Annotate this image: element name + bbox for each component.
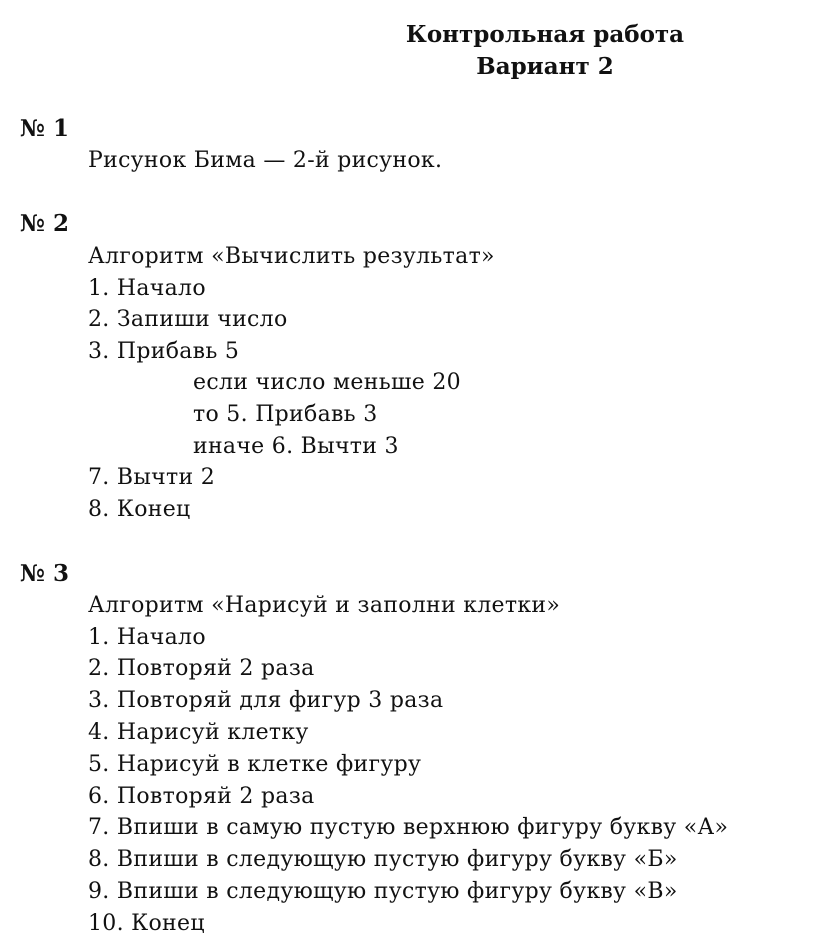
algorithm-step: 1. Начало bbox=[88, 276, 206, 301]
variant-title: Вариант 2 bbox=[476, 53, 614, 80]
algorithm-title: Алгоритм «Вычислить результат» bbox=[88, 244, 495, 269]
algorithm-step: 1. Начало bbox=[88, 625, 206, 650]
task-number: № 1 bbox=[20, 115, 70, 142]
algorithm-step: 10. Конец bbox=[88, 911, 205, 936]
algorithm-condition: иначе 6. Вычти 3 bbox=[193, 434, 399, 459]
algorithm-step: 6. Повторяй 2 раза bbox=[88, 784, 315, 809]
algorithm-step: 3. Повторяй для фигур 3 раза bbox=[88, 688, 444, 713]
task-number: № 2 bbox=[20, 210, 70, 237]
algorithm-step: 4. Нарисуй клетку bbox=[88, 720, 309, 745]
algorithm-step: 2. Повторяй 2 раза bbox=[88, 656, 315, 681]
task-number: № 3 bbox=[20, 560, 70, 587]
algorithm-title: Алгоритм «Нарисуй и заполни клетки» bbox=[88, 593, 561, 618]
algorithm-step: 3. Прибавь 5 bbox=[88, 339, 240, 364]
algorithm-condition: то 5. Прибавь 3 bbox=[193, 402, 378, 427]
algorithm-step: 7. Вычти 2 bbox=[88, 465, 216, 490]
algorithm-step: 2. Запиши число bbox=[88, 307, 288, 332]
algorithm-condition: если число меньше 20 bbox=[193, 370, 461, 395]
algorithm-step: 7. Впиши в самую пустую верхнюю фигуру букву «А» bbox=[88, 815, 729, 840]
algorithm-step: 9. Впиши в следующую пустую фигуру букву «В» bbox=[88, 879, 678, 904]
page-title: Контрольная работа bbox=[405, 21, 685, 48]
algorithm-step: 5. Нарисуй в клетке фигуру bbox=[88, 752, 422, 777]
algorithm-step: 8. Впиши в следующую пустую фигуру букву «Б» bbox=[88, 847, 678, 872]
algorithm-step: 8. Конец bbox=[88, 497, 191, 522]
task-line: Рисунок Бима — 2-й рисунок. bbox=[88, 148, 443, 173]
